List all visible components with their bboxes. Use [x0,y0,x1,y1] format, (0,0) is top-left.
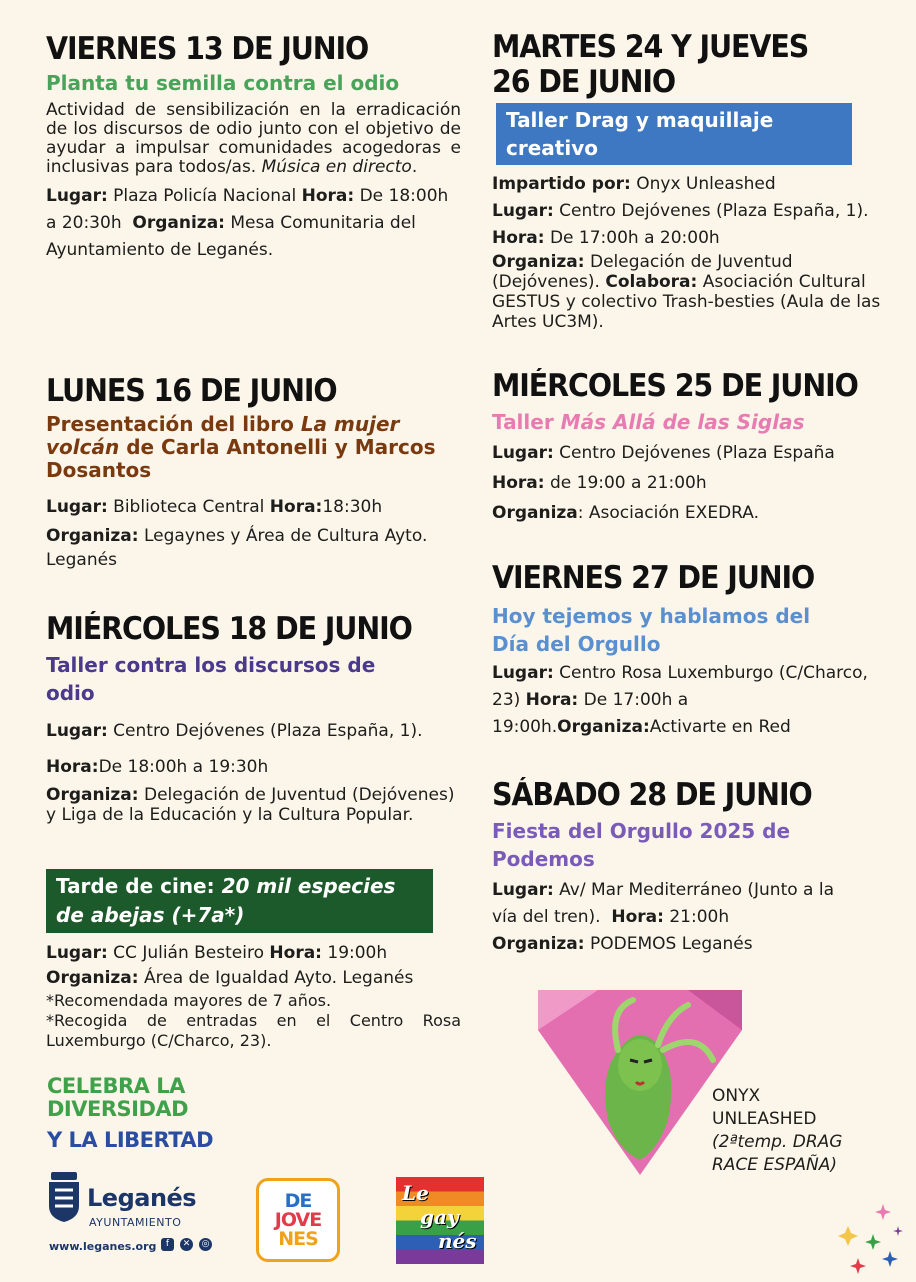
event-day: MIÉRCOLES 25 DE JUNIO [492,368,858,404]
facebook-icon[interactable]: f [161,1238,174,1251]
event-day: MARTES 24 Y JUEVES 26 DE JUNIO [492,29,809,100]
instagram-icon[interactable]: ◎ [199,1238,212,1251]
slogan-line: CELEBRA LA [47,1074,185,1098]
event-details: Lugar: CC Julián Besteiro Hora: 19:00h Organiza: Área de Igualdad Ayto. Leganés [46,943,414,988]
leganes-url[interactable]: www.leganes.org [49,1240,157,1253]
event-day: LUNES 16 DE JUNIO [46,373,337,409]
event-lunes-16 [46,374,461,572]
event-cine [46,869,461,1051]
event-banner: Taller Drag y maquillaje creativo [496,103,852,165]
event-description: Actividad de sensibilización en la erradicación de los discursos de odio junto con el objetivo de ayudar a impulsar comunidades acogedoras e inclusivas para todos/as. Música en directo. [46,100,461,177]
event-miercoles-25 [492,369,882,528]
event-note: *Recomendada mayores de 7 años. [46,991,332,1010]
slogan [47,1075,213,1152]
sparkles-decoration [828,1196,908,1276]
event-details: Lugar: Biblioteca Central Hora:18:30h Organiza: Legaynes y Área de Cultura Ayto. Leganés [46,497,428,570]
event-details: Lugar: Centro Dejóvenes (Plaza España Hora: de 19:00 a 21:00h Organiza: Asociación EXEDRA. [492,443,835,523]
event-viernes-13 [46,32,461,264]
event-day: VIERNES 13 DE JUNIO [46,31,369,67]
event-title: Taller contra los discursos de odio [46,653,376,705]
event-organiza: Organiza: Delegación de Juventud (Dejóvenes). Colabora: Asociación Cultural GESTUS y colectivo Trash-besties (Aula de las Artes UC3M). [492,252,881,332]
event-title: Planta tu semilla contra el odio [46,71,400,95]
event-title: Taller Más Allá de las Siglas [492,410,805,434]
event-day: VIERNES 27 DE JUNIO [492,560,815,596]
photo-caption: ONYX UNLEASHED (2ªtemp. DRAG RACE ESPAÑA) [712,1086,843,1175]
event-details: Lugar: Plaza Policía Nacional Hora: De 18:00h a 20:30h Organiza: Mesa Comunitaria del Ayuntamiento de Leganés. [46,186,449,260]
event-organiza: Organiza: Delegación de Juventud (Dejóvenes) y Liga de la Educación y la Cultura Popular. [46,785,455,825]
event-details: Impartido por: Onyx Unleashed Lugar: Centro Dejóvenes (Plaza España, 1). Hora: De 17:00h a 20:00h [492,174,869,248]
event-viernes-27 [492,561,882,741]
event-title: Hoy tejemos y hablamos del Día del Orgullo [492,604,811,656]
leganes-logo [47,1172,237,1262]
event-day: SÁBADO 28 DE JUNIO [492,777,812,813]
leganes-shield-icon [47,1172,81,1222]
event-details: Lugar: Centro Rosa Luxemburgo (C/Charco, 23) Hora: De 17:00h a 19:00h.Organiza:Activarte en Red [492,663,868,737]
event-title: Presentación del libro La mujer volcán de Carla Antonelli y Marcos Dosantos [46,412,436,482]
leganes-name: Leganés [87,1184,197,1212]
event-details: Lugar: Centro Dejóvenes (Plaza España, 1). Hora:De 18:00h a 19:30h [46,721,423,777]
leganes-subtitle: AYUNTAMIENTO [89,1216,182,1229]
event-martes-24-jueves-26 [492,30,882,332]
event-banner: Tarde de cine: 20 mil especies de abejas (+7a*) [46,869,433,933]
event-note: *Recogida de entradas en el Centro Rosa Luxemburgo (C/Charco, 23). [46,1011,461,1050]
slogan-line: Y LA LIBERTAD [47,1128,214,1152]
x-icon[interactable]: ✕ [180,1238,193,1251]
event-details: Lugar: Av/ Mar Mediterráneo (Junto a la vía del tren). Hora: 21:00h Organiza: PODEMOS Leganés [492,880,835,954]
event-title: Fiesta del Orgullo 2025 de Podemos [492,819,791,871]
legaynes-logo: Le gay nés [396,1177,484,1264]
dejovenes-logo: DE JOVE NES [256,1178,340,1262]
event-miercoles-18 [46,612,461,825]
event-sabado-28 [492,778,882,958]
event-day: MIÉRCOLES 18 DE JUNIO [46,611,412,647]
slogan-line: DIVERSIDAD [47,1097,189,1121]
